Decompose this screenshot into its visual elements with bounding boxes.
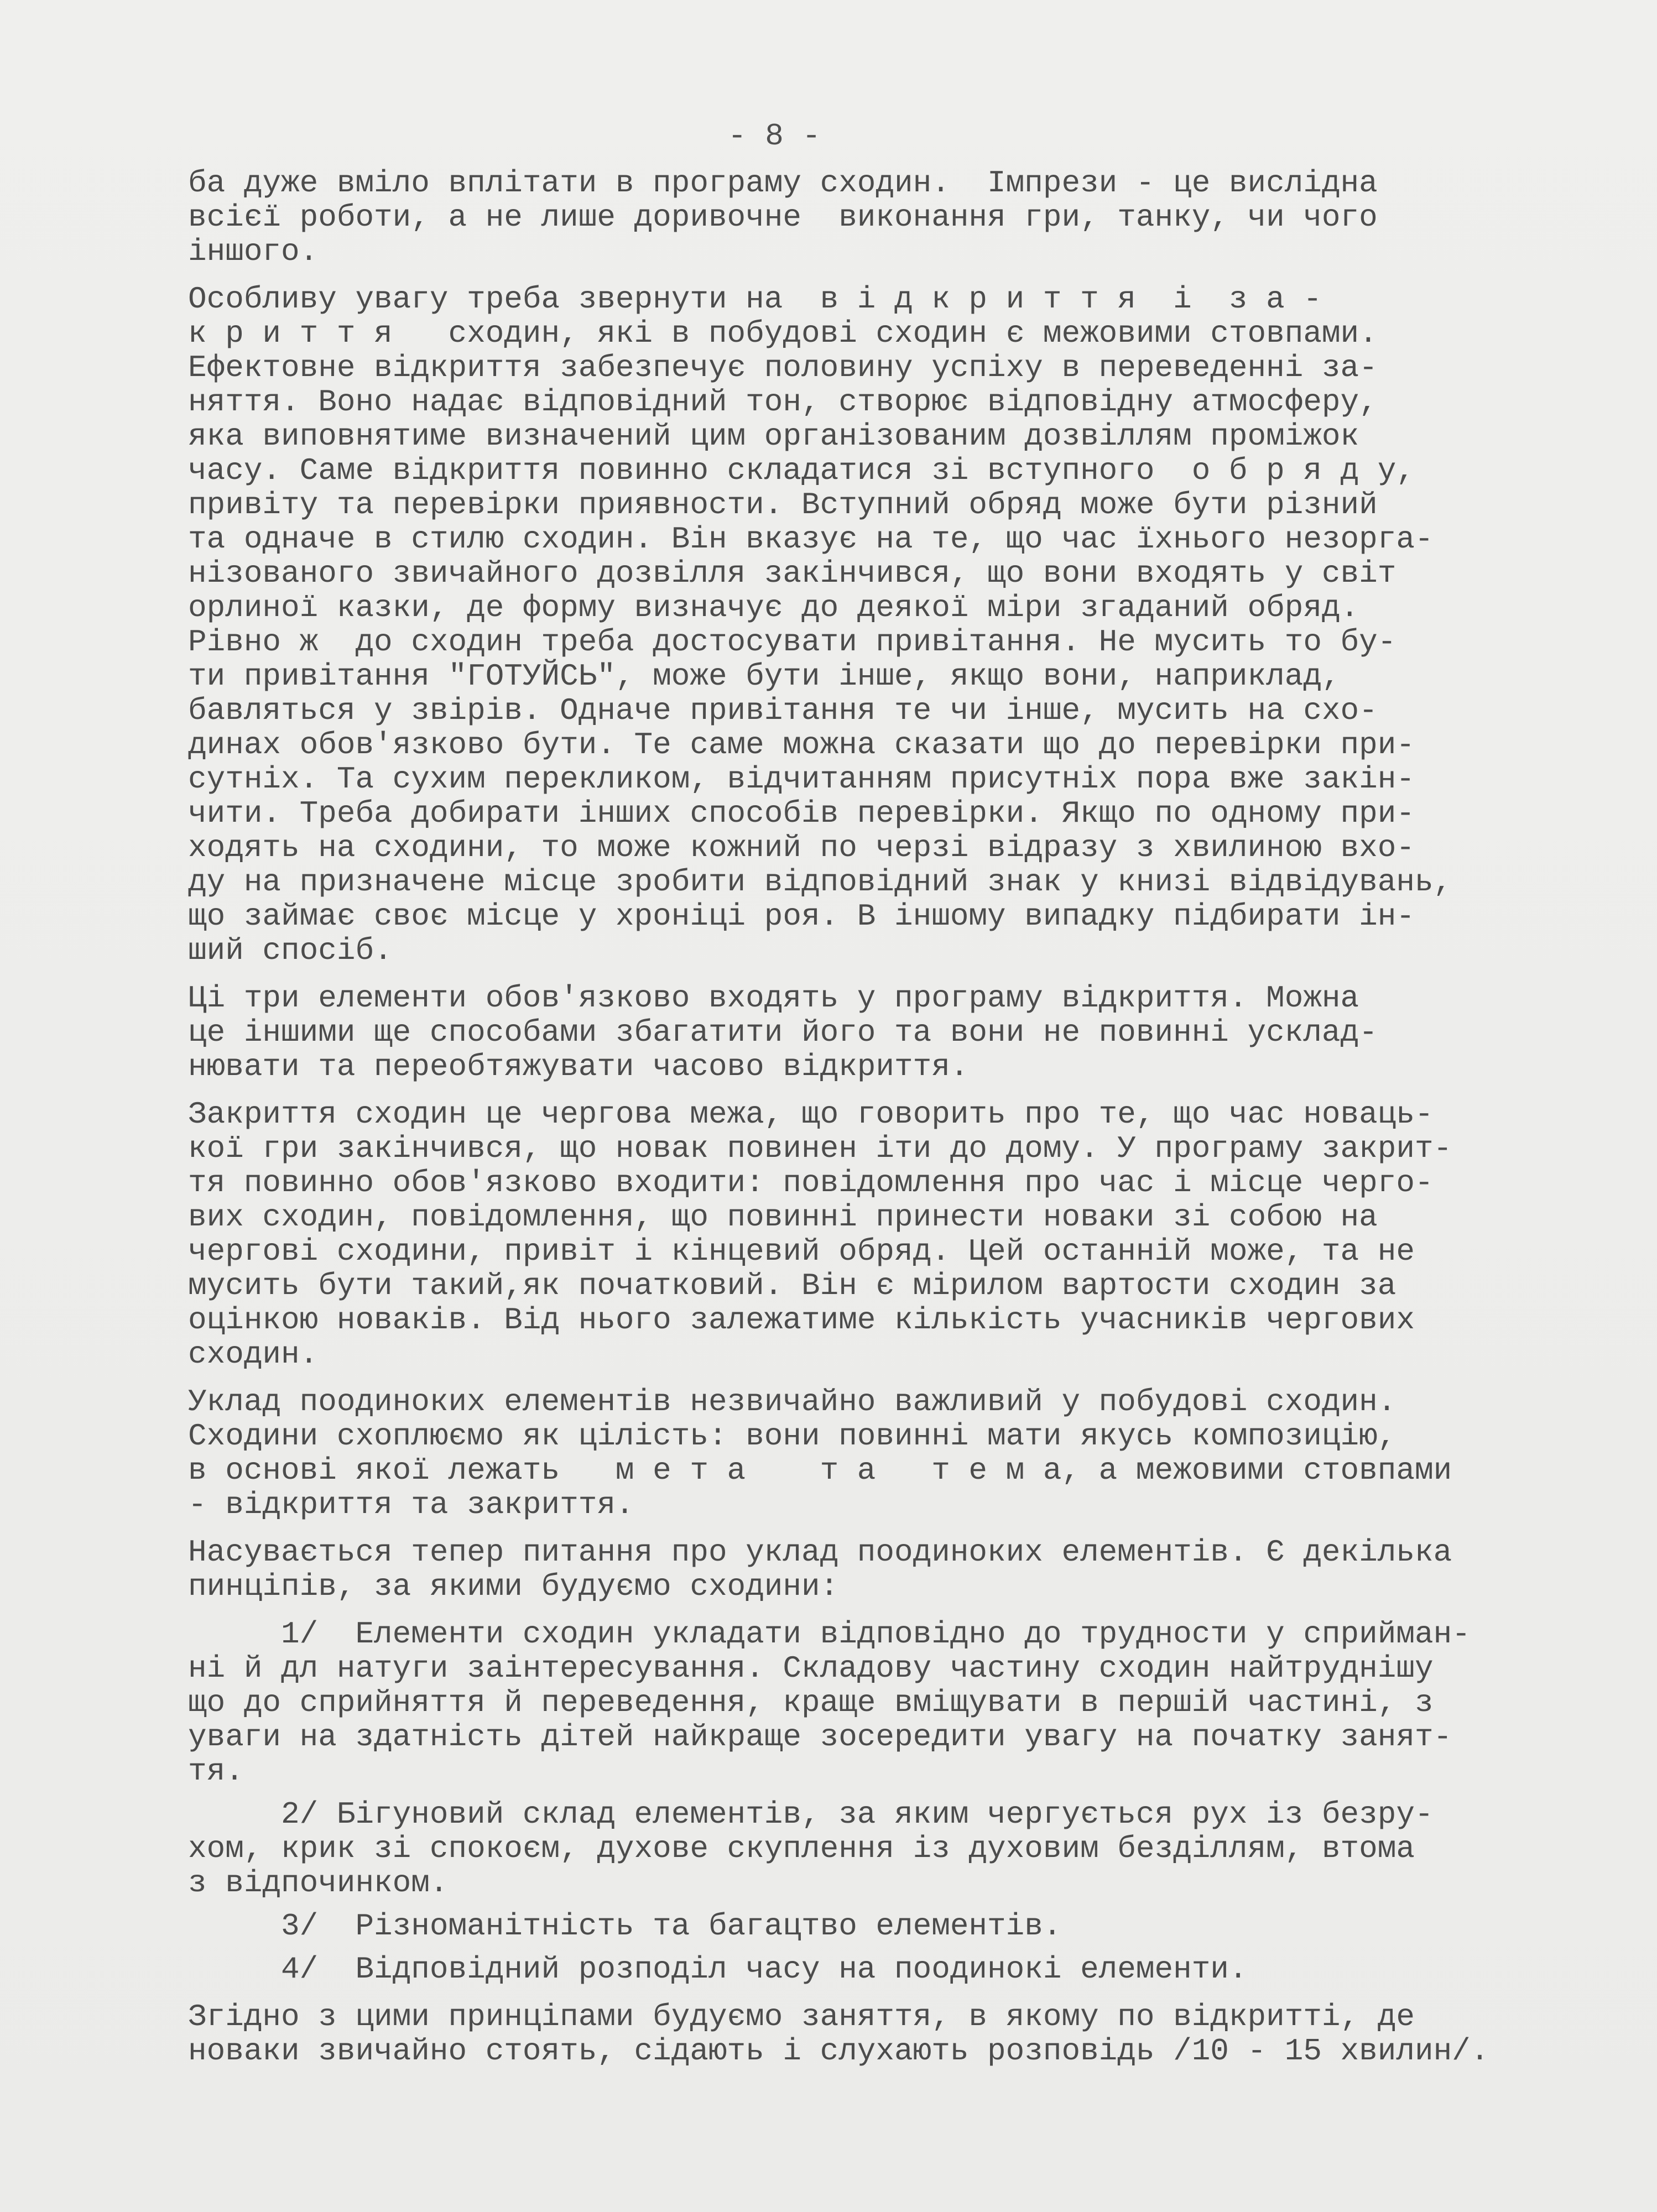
text-line: пинціпів, за якими будуємо сходини: xyxy=(188,1569,839,1604)
text-line: це іншими ще способами збагатити його та вони не повинні усклад- xyxy=(188,1015,1378,1050)
text-line: вих сходин, повідомлення, що повинні принести новаки зі собою на xyxy=(188,1199,1378,1235)
paragraph-three-elements xyxy=(188,981,1626,1084)
text-line: Особливу увагу треба звернути на в і д к р и т т я і з а - xyxy=(188,281,1322,317)
text-line: що до сприйняття й переведення, краще вміщувати в першій частині, з xyxy=(188,1685,1434,1720)
text-line: в основі якої лежать м е т а т а т е м а, а межовими стовпами xyxy=(188,1453,1452,1488)
text-line: всієї роботи, а не лише доривочне виконання гри, танку, чи чого xyxy=(188,200,1378,235)
paragraph-conclusion xyxy=(188,2000,1626,2068)
text-line: привіту та перевірки приявности. Вступний обряд може бути різний xyxy=(188,487,1378,523)
text-line: часу. Саме відкриття повинно складатися зі вступного о б р я д у, xyxy=(188,453,1415,488)
text-line: орлиної казки, де форму визначує до деякої міри згаданий обряд. xyxy=(188,590,1359,625)
principle-item-1 xyxy=(188,1617,1626,1788)
text-line: Уклад поодиноких елементів незвичайно важливий у побудові сходин. xyxy=(188,1384,1397,1420)
text-line: Насувається тепер питання про уклад поодиноких елементів. Є декілька xyxy=(188,1535,1452,1570)
page-number: - 8 - xyxy=(727,118,821,154)
text-line: ду на призначене місце зробити відповідний знак у книзі відвідувань, xyxy=(188,864,1452,900)
text-line: няття. Воно надає відповідний тон, створює відповідну атмосферу, xyxy=(188,384,1378,420)
text-line: бавляться у звірів. Одначе привітання те чи інше, мусить на схо- xyxy=(188,693,1378,728)
text-line: кої гри закінчився, що новак повинен іти до дому. У програму закрит- xyxy=(188,1131,1452,1166)
text-line: 1/ Елементи сходин укладати відповідно до трудности у сприйман- xyxy=(188,1616,1471,1652)
text-line: з відпочинком. xyxy=(188,1865,449,1901)
text-line: ходять на сходини, то може кожний по черзі відразу з хвилиною вхо- xyxy=(188,830,1415,865)
text-line: ти привітання "ГОТУЙСЬ", може бути інше, якщо вони, наприклад, xyxy=(188,659,1341,694)
text-line: ший спосіб. xyxy=(188,933,393,968)
paragraph-arrangement xyxy=(188,1385,1626,1522)
text-line: 3/ Різноманітність та багацтво елементів. xyxy=(188,1908,1062,1944)
text-line: тя. xyxy=(188,1754,244,1789)
paragraph-opening-closing xyxy=(188,282,1626,968)
text-line: 4/ Відповідний розподіл часу на поодинокі елементи. xyxy=(188,1952,1248,1987)
text-line: сутніх. Та сухим перекликом, відчитанням присутніх пора вже закін- xyxy=(188,761,1415,797)
paragraph-closing xyxy=(188,1097,1626,1371)
text-line: динах обов'язково бути. Те саме можна сказати що до перевірки при- xyxy=(188,727,1415,763)
text-line: ба дуже вміло вплітати в програму сходин. Імпрези - це вислідна xyxy=(188,165,1378,201)
text-line: іншого. xyxy=(188,234,319,269)
text-line: нювати та переобтяжувати часово відкриття. xyxy=(188,1049,969,1084)
text-line: Сходини схоплюємо як цілість: вони повинні мати якусь композицію, xyxy=(188,1418,1397,1454)
principle-item-3 xyxy=(188,1909,1626,1943)
page-body xyxy=(188,166,1626,2081)
text-line: Рівно ж до сходин треба достосувати привітання. Не мусить то бу- xyxy=(188,624,1397,660)
text-line: ні й дл натуги заінтересування. Складову частину сходин найтруднішу xyxy=(188,1651,1434,1686)
text-line: хом, крик зі спокоєм, духове скуплення із духовим безділлям, втома xyxy=(188,1831,1415,1866)
text-line: мусить бути такий,як початковий. Він є мірилом вартости сходин за xyxy=(188,1268,1397,1303)
text-line: нізованого звичайного дозвілля закінчився, що вони входять у світ xyxy=(188,556,1397,591)
text-line: 2/ Бігуновий склад елементів, за яким чергується рух із безру- xyxy=(188,1797,1434,1832)
text-line: сходин. xyxy=(188,1337,319,1372)
text-line: тя повинно обов'язково входити: повідомлення про час і місце черго- xyxy=(188,1165,1434,1201)
text-line: уваги на здатність дітей найкраще зосередити увагу на початку занят- xyxy=(188,1719,1452,1755)
text-line: Ефектовне відкриття забезпечує половину успіху в переведенні за- xyxy=(188,350,1378,385)
principle-item-4 xyxy=(188,1952,1626,1986)
text-line: чити. Треба добирати інших способів перевірки. Якщо по одному при- xyxy=(188,796,1415,831)
paragraph-impresy xyxy=(188,166,1626,269)
text-line: та одначе в стилю сходин. Він вказує на те, що час їхнього незорга- xyxy=(188,521,1434,557)
text-line: Закриття сходин це чергова межа, що говорить про те, що час новаць- xyxy=(188,1097,1434,1132)
paragraph-principles-intro xyxy=(188,1535,1626,1604)
text-line: оцінкою новаків. Від нього залежатиме кількість учасників чергових xyxy=(188,1302,1415,1338)
text-line: чергові сходини, привіт і кінцевий обряд. Цей останній може, та не xyxy=(188,1234,1415,1269)
text-line: Згідно з цими принціпами будуємо заняття, в якому по відкритті, де xyxy=(188,1999,1415,2034)
principle-item-2 xyxy=(188,1797,1626,1900)
text-line: Ці три елементи обов'язково входять у програму відкриття. Можна xyxy=(188,980,1359,1016)
text-line: - відкриття та закриття. xyxy=(188,1487,634,1522)
text-line: що займає своє місце у хроніці роя. В іншому випадку підбирати ін- xyxy=(188,899,1415,934)
text-line: к р и т т я сходин, які в побудові сходин є межовими стовпами. xyxy=(188,316,1378,351)
text-line: яка виповнятиме визначений цим організованим дозвіллям проміжок xyxy=(188,419,1359,454)
text-line: новаки звичайно стоять, сідають і слухають розповідь /10 - 15 хвилин/. xyxy=(188,2033,1489,2069)
